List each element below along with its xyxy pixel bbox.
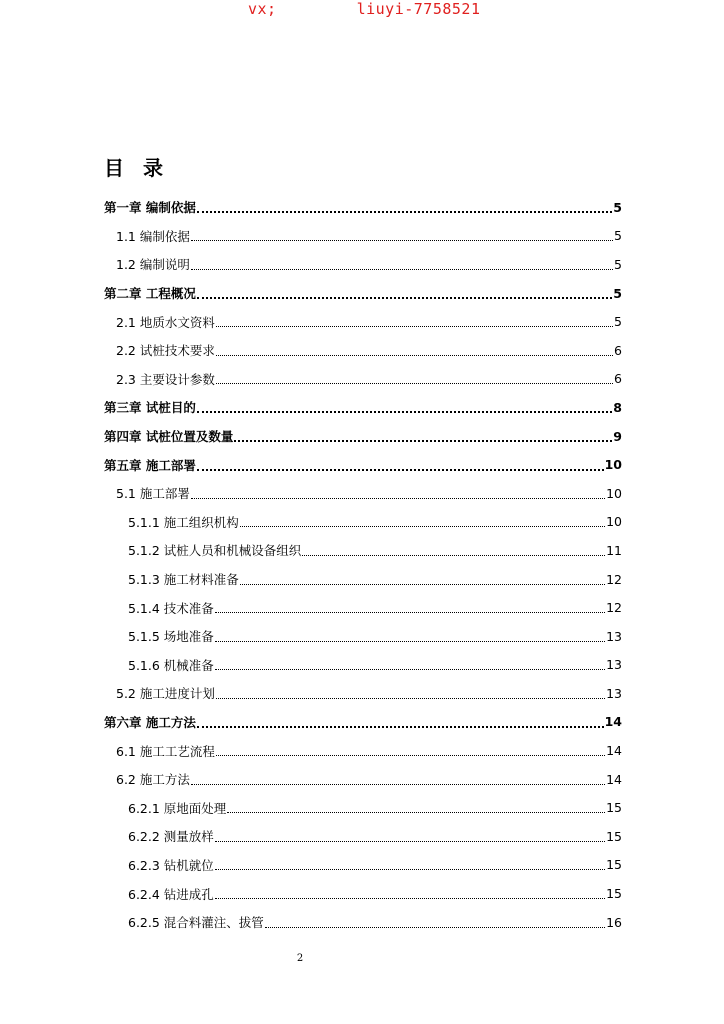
toc-entry[interactable] <box>104 307 622 336</box>
toc-entry-label: 第二章 工程概况 <box>104 286 196 302</box>
toc-entry[interactable] <box>104 422 622 451</box>
toc-entry[interactable] <box>104 679 622 708</box>
toc-entry-page: 9 <box>613 428 622 444</box>
toc-entry[interactable] <box>104 450 622 479</box>
toc-entry-page: 15 <box>606 886 622 902</box>
toc-entry-label: 5.1.5 场地准备 <box>128 629 214 645</box>
toc-entry[interactable] <box>104 793 622 822</box>
toc-entry-page: 12 <box>606 600 622 616</box>
toc-dot-leader <box>197 726 604 728</box>
toc-entry-label: 1.1 编制依据 <box>116 228 190 244</box>
toc-title: 目 录 <box>104 156 169 180</box>
toc-dot-leader <box>216 698 605 699</box>
toc-dot-leader <box>215 841 605 842</box>
toc-entry-label: 6.2.2 测量放样 <box>128 829 214 845</box>
toc-entry[interactable] <box>104 508 622 537</box>
toc-entry-label: 6.2 施工方法 <box>116 772 190 788</box>
toc-entry[interactable] <box>104 393 622 422</box>
toc-entry-page: 5 <box>614 228 622 244</box>
toc-entry-page: 15 <box>606 800 622 816</box>
toc-dot-leader <box>191 498 605 499</box>
toc-entry-label: 2.2 试桩技术要求 <box>116 343 215 359</box>
toc-entry[interactable] <box>104 279 622 308</box>
toc-entry[interactable] <box>104 651 622 680</box>
toc-entry[interactable] <box>104 336 622 365</box>
toc-dot-leader <box>215 641 605 642</box>
toc-entry[interactable] <box>104 879 622 908</box>
toc-entry-page: 10 <box>606 485 622 501</box>
toc-dot-leader <box>216 755 605 756</box>
toc-entry-label: 5.1.3 施工材料准备 <box>128 572 239 588</box>
toc-dot-leader <box>191 269 613 270</box>
toc-entry-label: 2.1 地质水文资料 <box>116 314 215 330</box>
toc-entry-page: 16 <box>606 914 622 930</box>
toc-dot-leader <box>234 440 612 442</box>
toc-entry-page: 14 <box>604 714 622 730</box>
toc-entry-label: 第四章 试桩位置及数量 <box>104 429 234 445</box>
toc-entry[interactable] <box>104 736 622 765</box>
toc-entry-page: 14 <box>606 771 622 787</box>
toc-entry[interactable] <box>104 765 622 794</box>
watermark-right-text: liuyi-7758521 <box>356 0 481 18</box>
toc-dot-leader <box>191 240 613 241</box>
toc-entry-page: 5 <box>614 314 622 330</box>
toc-entry-label: 5.1.4 技术准备 <box>128 600 214 616</box>
toc-dot-leader <box>240 584 605 585</box>
toc-entry-label: 5.1.2 试桩人员和机械设备组织 <box>128 543 302 559</box>
toc-entry-label: 1.2 编制说明 <box>116 257 190 273</box>
toc-entry-page: 6 <box>614 342 622 358</box>
toc-entry-page: 11 <box>606 542 622 558</box>
toc-entry-page: 15 <box>606 828 622 844</box>
toc-entry[interactable] <box>104 565 622 594</box>
toc-dot-leader <box>215 612 605 613</box>
toc-dot-leader <box>216 326 613 327</box>
toc-dot-leader <box>215 869 605 870</box>
table-of-contents <box>104 193 622 936</box>
toc-entry-label: 2.3 主要设计参数 <box>116 371 215 387</box>
toc-dot-leader <box>197 411 612 413</box>
watermark-contact <box>248 0 481 18</box>
toc-dot-leader <box>216 355 613 356</box>
page-number: 2 <box>296 953 304 964</box>
toc-entry-label: 5.2 施工进度计划 <box>116 686 215 702</box>
toc-entry-label: 5.1.6 机械准备 <box>128 657 214 673</box>
toc-entry-page: 6 <box>614 371 622 387</box>
toc-dot-leader <box>197 297 612 299</box>
toc-entry-page: 13 <box>606 685 622 701</box>
toc-dot-leader <box>240 526 605 527</box>
toc-dot-leader <box>227 812 605 813</box>
toc-entry[interactable] <box>104 851 622 880</box>
toc-entry-page: 14 <box>606 743 622 759</box>
toc-entry-page: 10 <box>604 457 622 473</box>
toc-dot-leader <box>197 211 612 213</box>
toc-entry[interactable] <box>104 708 622 737</box>
toc-entry[interactable] <box>104 250 622 279</box>
toc-dot-leader <box>265 927 605 928</box>
toc-entry[interactable] <box>104 365 622 394</box>
watermark-left-text: vx; <box>248 0 277 18</box>
toc-entry-page: 15 <box>606 857 622 873</box>
toc-entry[interactable] <box>104 479 622 508</box>
toc-entry-label: 6.2.5 混合料灌注、拔管 <box>128 915 264 931</box>
toc-dot-leader <box>191 784 605 785</box>
toc-entry-label: 第一章 编制依据 <box>104 200 196 216</box>
toc-entry-page: 8 <box>613 399 622 415</box>
toc-dot-leader <box>215 669 605 670</box>
toc-dot-leader <box>215 898 605 899</box>
toc-entry-label: 5.1 施工部署 <box>116 486 190 502</box>
toc-entry-label: 第五章 施工部署 <box>104 457 196 473</box>
toc-entry-page: 5 <box>613 199 622 215</box>
toc-entry[interactable] <box>104 222 622 251</box>
toc-entry-page: 12 <box>606 571 622 587</box>
toc-entry-page: 13 <box>606 628 622 644</box>
toc-dot-leader <box>216 383 613 384</box>
toc-entry-label: 第三章 试桩目的 <box>104 400 196 416</box>
toc-entry[interactable] <box>104 593 622 622</box>
toc-entry[interactable] <box>104 822 622 851</box>
toc-entry-label: 6.2.4 钻进成孔 <box>128 886 214 902</box>
toc-entry-label: 5.1.1 施工组织机构 <box>128 514 239 530</box>
toc-entry[interactable] <box>104 622 622 651</box>
toc-entry-label: 6.2.1 原地面处理 <box>128 800 227 816</box>
toc-entry-page: 5 <box>613 285 622 301</box>
toc-entry-label: 6.2.3 钻机就位 <box>128 857 214 873</box>
toc-entry[interactable] <box>104 193 622 222</box>
toc-dot-leader <box>197 469 604 471</box>
toc-entry[interactable] <box>104 908 622 937</box>
toc-entry-label: 第六章 施工方法 <box>104 714 196 730</box>
toc-entry-label: 6.1 施工工艺流程 <box>116 743 215 759</box>
toc-dot-leader <box>302 555 605 556</box>
toc-entry[interactable] <box>104 536 622 565</box>
toc-entry-page: 13 <box>606 657 622 673</box>
toc-entry-page: 5 <box>614 256 622 272</box>
toc-entry-page: 10 <box>606 514 622 530</box>
